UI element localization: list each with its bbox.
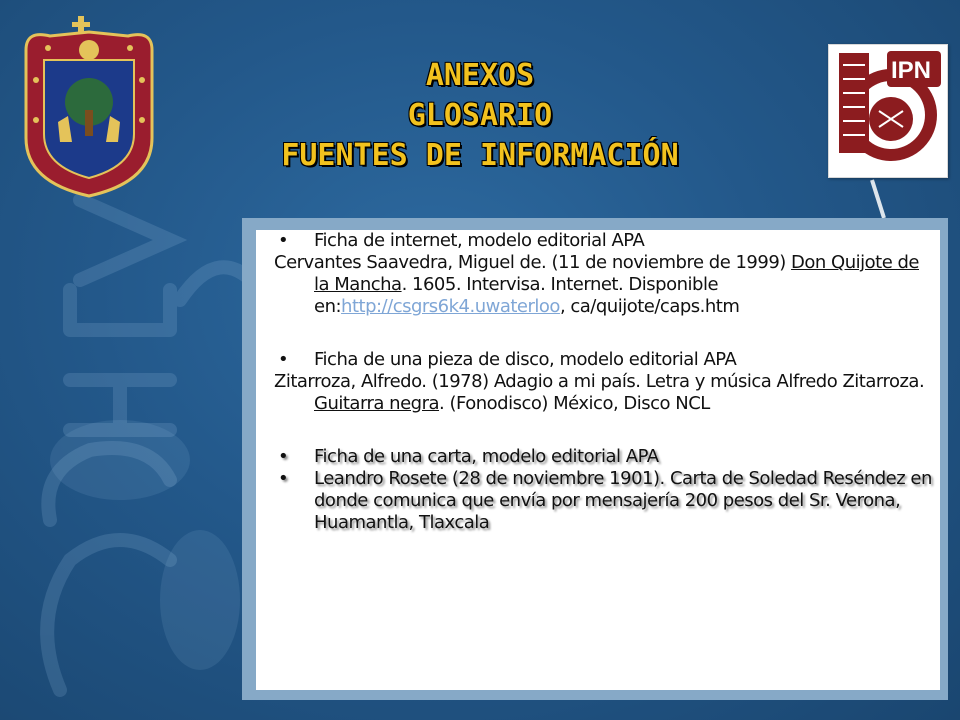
bullet-letter-card: • Ficha de una carta, modelo editorial APA bbox=[274, 446, 934, 468]
ipn-logo bbox=[828, 44, 948, 178]
bullet-internet-card: • Ficha de internet, modelo editorial APA bbox=[274, 230, 934, 252]
entry-cervantes-title: Don Quijote de la Mancha bbox=[314, 252, 919, 295]
university-crest bbox=[14, 10, 164, 200]
entry-cervantes-author: Cervantes Saavedra, Miguel de. (11 de noviembre de 1999) bbox=[274, 252, 792, 273]
ipn-logo-icon bbox=[829, 45, 947, 177]
entry-cervantes-publication: . 1605. Intervisa. Internet. Disponible en: bbox=[314, 274, 719, 317]
entry-zitarroza-title: Guitarra negra bbox=[314, 393, 440, 414]
slide-title bbox=[200, 56, 760, 176]
entry-zitarroza bbox=[274, 371, 934, 415]
university-crest-icon bbox=[14, 10, 164, 200]
title-line-anexos: ANEXOS bbox=[425, 58, 535, 93]
title-line-fuentes: FUENTES DE INFORMACIÓN bbox=[281, 138, 679, 173]
ipn-logo-text: IPN bbox=[891, 57, 932, 84]
entry-rosete: • Leandro Rosete (28 de noviembre 1901). Carta de Soledad Reséndez en donde comunica que envía por mensajería 200 pesos del Sr. Verona, Huamantla, Tlaxcala bbox=[274, 468, 934, 534]
entry-zitarroza-suffix: . (Fonodisco) México, Disco NCL bbox=[439, 393, 710, 414]
bullet-disc-card: • Ficha de una pieza de disco, modelo editorial APA bbox=[274, 349, 934, 371]
title-line-glosario: GLOSARIO bbox=[407, 98, 553, 133]
entry-cervantes-link[interactable]: http://csgrs6k4.uwaterloo bbox=[341, 296, 560, 317]
entry-cervantes bbox=[274, 252, 934, 318]
entry-zitarroza-author: Zitarroza, Alfredo. (1978) Adagio a mi país. Letra y música Alfredo Zitarroza. bbox=[274, 371, 925, 392]
entry-cervantes-suffix: , ca/quijote/caps.htm bbox=[559, 296, 740, 317]
references-content bbox=[274, 230, 934, 534]
